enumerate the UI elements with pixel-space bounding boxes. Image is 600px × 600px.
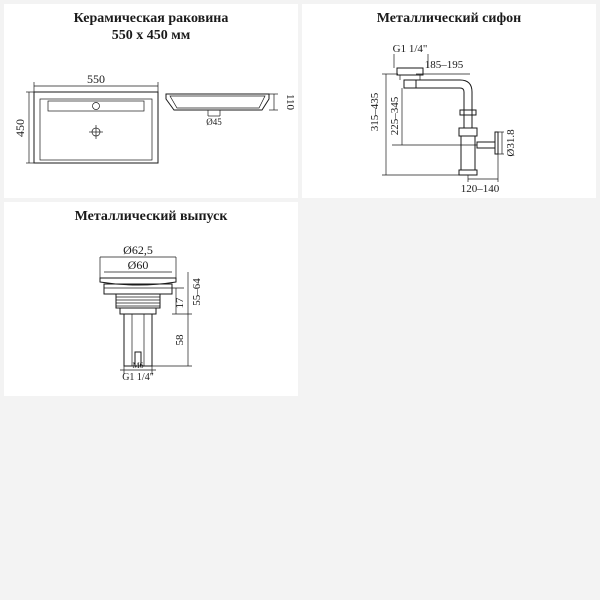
drain-dim-625: Ø62,5	[123, 243, 153, 257]
drain-dim-55-64: 55–64	[191, 278, 203, 306]
sink-width-dimension	[34, 72, 158, 92]
sink-depth-dimension	[13, 92, 34, 163]
sink-title: Керамическая раковина	[73, 11, 229, 26]
siphon-dim-315-435: 315–435	[369, 92, 381, 132]
drain-dim-g114: G1 1/4"	[122, 372, 154, 383]
siphon-title: Металлический сифон	[376, 11, 522, 26]
sink-panel	[4, 4, 298, 198]
siphon-dim-318: Ø31.8	[505, 129, 517, 157]
drain-panel	[4, 202, 298, 396]
sink-drain-label: Ø45	[206, 117, 222, 127]
sink-top-view	[34, 92, 158, 163]
siphon-panel	[302, 4, 596, 198]
sink-side-view	[166, 94, 269, 127]
sink-height-label: 110	[284, 93, 296, 111]
drain-dim-17: 17	[174, 297, 186, 309]
drain-dim-60: Ø60	[127, 258, 149, 272]
siphon-dim-120-140: 120–140	[460, 183, 500, 195]
sink-depth-label: 450	[13, 119, 27, 137]
drain-title: Металлический выпуск	[74, 209, 228, 224]
sink-drawing	[4, 4, 298, 198]
siphon-thread-label: G1 1/4"	[392, 43, 428, 55]
sink-height-dimension	[269, 94, 296, 111]
siphon-drawing	[302, 4, 596, 198]
sink-width-label: 550	[87, 72, 105, 86]
drain-dim-m6: M6	[132, 361, 144, 370]
siphon-dim-225-345: 225–345	[389, 96, 401, 136]
drain-dim-58: 58	[174, 334, 186, 346]
sink-subtitle: 550 х 450 мм	[111, 28, 191, 43]
drain-drawing	[4, 202, 298, 396]
siphon-dim-185-195: 185–195	[424, 59, 464, 71]
